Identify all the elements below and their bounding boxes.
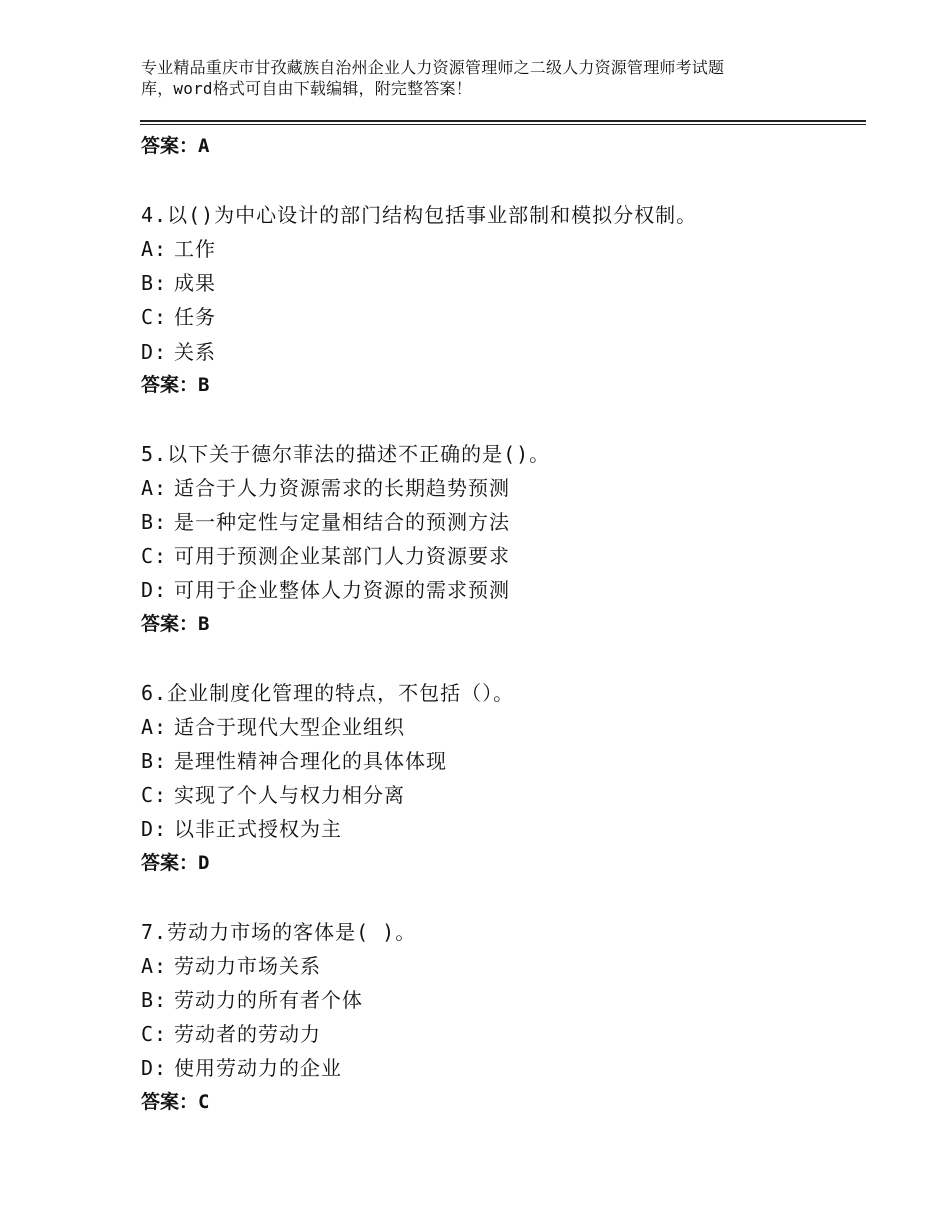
option-letter: B: xyxy=(141,988,168,1012)
option-text: 劳动者的劳动力 xyxy=(174,1022,321,1046)
question-5-stem: 5.以下关于德尔菲法的描述不正确的是()。 xyxy=(141,442,551,466)
option-text: 以非正式授权为主 xyxy=(174,817,342,841)
question-7-option-d xyxy=(141,1052,342,1081)
question-4-option-d xyxy=(141,336,216,365)
option-letter: A: xyxy=(141,476,168,500)
option-text: 可用于企业整体人力资源的需求预测 xyxy=(174,578,510,602)
question-6-option-b xyxy=(141,745,447,774)
question-6-stem: 6.企业制度化管理的特点，不包括（）。 xyxy=(141,681,515,705)
question-4-stem: 4.以()为中心设计的部门结构包括事业部制和模拟分权制。 xyxy=(141,203,698,227)
option-text: 劳动力的所有者个体 xyxy=(174,988,363,1012)
option-letter: D: xyxy=(141,578,168,602)
option-letter: A: xyxy=(141,237,168,261)
option-letter: A: xyxy=(141,715,168,739)
question-7-answer: 答案：C xyxy=(141,1091,210,1113)
option-letter: C: xyxy=(141,544,168,568)
option-text: 工作 xyxy=(174,237,216,261)
header-divider-thick xyxy=(140,120,866,122)
option-text: 实现了个人与权力相分离 xyxy=(174,783,405,807)
option-letter: C: xyxy=(141,305,168,329)
header-title-line-2: 库，word格式可自由下载编辑，附完整答案！ xyxy=(141,79,472,98)
question-5-option-c xyxy=(141,540,510,569)
option-text: 适合于现代大型企业组织 xyxy=(174,715,405,739)
option-letter: A: xyxy=(141,954,168,978)
question-5-option-b xyxy=(141,506,510,535)
option-letter: C: xyxy=(141,1022,168,1046)
header-title-line-1: 专业精品重庆市甘孜藏族自治州企业人力资源管理师之二级人力资源管理师考试题 xyxy=(141,58,725,77)
option-letter: D: xyxy=(141,340,168,364)
question-4-answer: 答案：B xyxy=(141,374,210,396)
option-text: 可用于预测企业某部门人力资源要求 xyxy=(174,544,510,568)
question-7-option-b xyxy=(141,984,363,1013)
option-text: 任务 xyxy=(174,305,216,329)
question-7-stem: 7.劳动力市场的客体是( )。 xyxy=(141,920,417,944)
question-4-option-b xyxy=(141,267,216,296)
option-letter: B: xyxy=(141,510,168,534)
option-letter: C: xyxy=(141,783,168,807)
question-6-option-c xyxy=(141,779,405,808)
question-5-option-a xyxy=(141,472,510,501)
question-7-option-a xyxy=(141,950,321,979)
option-text: 劳动力市场关系 xyxy=(174,954,321,978)
question-5-option-d xyxy=(141,574,510,603)
previous-answer: 答案：A xyxy=(141,135,210,157)
option-letter: D: xyxy=(141,817,168,841)
question-6-option-a xyxy=(141,711,405,740)
option-text: 使用劳动力的企业 xyxy=(174,1056,342,1080)
header-divider-thin xyxy=(140,124,866,125)
option-text: 成果 xyxy=(174,271,216,295)
option-letter: D: xyxy=(141,1056,168,1080)
option-text: 是一种定性与定量相结合的预测方法 xyxy=(174,510,510,534)
option-text: 是理性精神合理化的具体体现 xyxy=(174,749,447,773)
question-6-option-d xyxy=(141,813,342,842)
document-header xyxy=(141,57,841,99)
question-6-answer: 答案：D xyxy=(141,852,210,874)
question-4-option-c xyxy=(141,301,216,330)
question-4-option-a xyxy=(141,233,216,262)
question-7-option-c xyxy=(141,1018,321,1047)
option-letter: B: xyxy=(141,271,168,295)
option-text: 适合于人力资源需求的长期趋势预测 xyxy=(174,476,510,500)
question-5-answer: 答案：B xyxy=(141,613,210,635)
option-letter: B: xyxy=(141,749,168,773)
option-text: 关系 xyxy=(174,340,216,364)
